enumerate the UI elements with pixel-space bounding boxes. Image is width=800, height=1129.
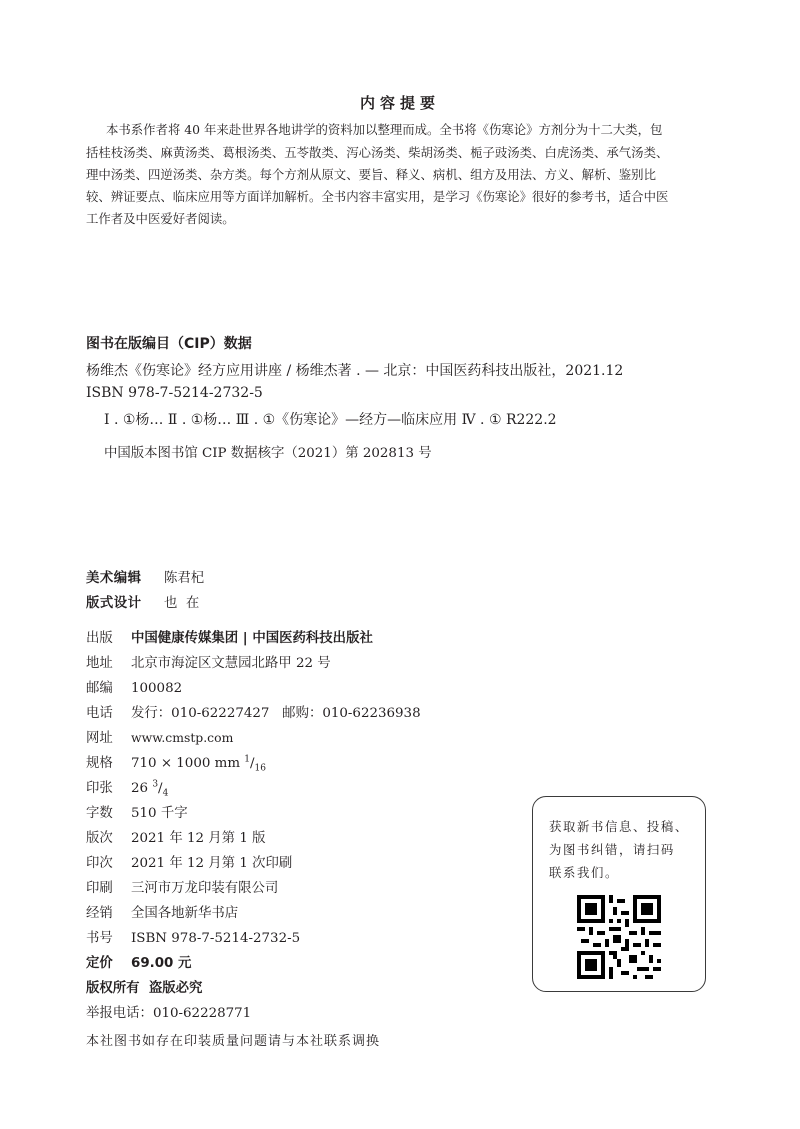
printer-value: 三河市万龙印装有限公司 xyxy=(131,881,279,896)
printer-label: 印刷 xyxy=(86,881,113,896)
postcode-value: 100082 xyxy=(131,681,183,696)
format-value: 710 × 1000 mm xyxy=(131,756,241,771)
postcode-row xyxy=(86,677,182,696)
printer-row xyxy=(86,877,278,896)
address-row xyxy=(86,652,331,671)
sheets-fraction-denominator: 4 xyxy=(162,788,169,799)
qr-text-line: 联系我们。 xyxy=(549,865,619,880)
qr-text-line: 为图书纠错，请扫码 xyxy=(549,842,675,857)
cip-title-line: 杨维杰《伤寒论》经方应用讲座 / 杨维杰著 . — 北京：中国医药科技出版社，2021.12 xyxy=(86,363,624,379)
summary-line: 括桂枝汤类、麻黄汤类、葛根汤类、五苓散类、泻心汤类、柴胡汤类、栀子豉汤类、白虎汤类、承气汤类、 xyxy=(86,145,669,160)
distributor-value: 全国各地新华书店 xyxy=(131,906,239,921)
cip-heading: 图书在版编目（CIP）数据 xyxy=(86,336,252,352)
book-number-row xyxy=(86,927,300,946)
address-value: 北京市海淀区文慧园北路甲 22 号 xyxy=(131,656,331,671)
website-value: www.cmstp.com xyxy=(131,730,234,745)
qr-text-line: 获取新书信息、投稿、 xyxy=(549,819,689,834)
art-editor-label: 美术编辑 xyxy=(86,571,142,586)
layout-design-row xyxy=(86,592,199,611)
copyright-notice: 版权所有 盗版必究 xyxy=(86,981,203,996)
sheets-fraction-numerator: 3 xyxy=(152,779,159,790)
format-fraction-numerator: 1 xyxy=(244,754,251,765)
publisher-row xyxy=(86,627,373,646)
qr-code-icon[interactable] xyxy=(577,895,661,979)
format-fraction-denominator: 16 xyxy=(254,763,266,774)
sheets-label: 印张 xyxy=(86,781,113,796)
sheets-row: 印张 26 $^3/_4$ xyxy=(86,777,168,799)
format-label: 规格 xyxy=(86,756,113,771)
summary-title: 内容提要 xyxy=(359,94,440,112)
website-row xyxy=(86,727,233,746)
word-count-label: 字数 xyxy=(86,806,113,821)
footer-note: 本社图书如存在印装质量问题请与本社联系调换 xyxy=(86,1034,381,1049)
report-phone: 举报电话：010-62228771 xyxy=(86,1006,252,1021)
summary-line: 理中汤类、四逆汤类、杂方类。每个方剂从原文、要旨、释义、病机、组方及用法、方义、解析、鉴别比 xyxy=(86,167,656,182)
address-label: 地址 xyxy=(86,656,113,671)
book-number-label: 书号 xyxy=(86,931,113,946)
edition-label: 版次 xyxy=(86,831,113,846)
printing-label: 印次 xyxy=(86,856,113,871)
price-row xyxy=(86,952,191,971)
word-count-value: 510 千字 xyxy=(131,806,188,821)
summary-line: 较、辨证要点、临床应用等方面详加解析。全书内容丰富实用，是学习《伤寒论》很好的参考书，适合中医 xyxy=(86,189,669,204)
printing-value: 2021 年 12 月第 1 次印刷 xyxy=(131,856,293,871)
postcode-label: 邮编 xyxy=(86,681,113,696)
edition-value: 2021 年 12 月第 1 版 xyxy=(131,831,266,846)
distributor-row xyxy=(86,902,238,921)
website-label: 网址 xyxy=(86,731,113,746)
publisher-label: 出版 xyxy=(86,631,113,646)
qr-contact-box xyxy=(532,796,706,992)
cip-isbn-line: ISBN 978-7-5214-2732-5 xyxy=(86,385,263,401)
publisher-value: 中国健康传媒集团 | 中国医药科技出版社 xyxy=(131,631,373,646)
distributor-label: 经销 xyxy=(86,906,113,921)
price-value: 69.00 元 xyxy=(131,956,192,971)
summary-line: 本书系作者将 40 年来赴世界各地讲学的资料加以整理而成。全书将《伤寒论》方剂分为十二大类，包 xyxy=(106,122,663,137)
phone-value: 发行：010-62227427 邮购：010-62236938 xyxy=(131,706,421,721)
sheets-value: 26 xyxy=(131,781,149,796)
layout-design-label: 版式设计 xyxy=(86,596,142,611)
price-label: 定价 xyxy=(86,956,113,971)
phone-row xyxy=(86,702,421,721)
edition-row xyxy=(86,827,265,846)
art-editor-row xyxy=(86,567,204,586)
book-number-value: ISBN 978-7-5214-2732-5 xyxy=(131,931,301,946)
cip-record-line: 中国版本图书馆 CIP 数据核字（2021）第 202813 号 xyxy=(104,446,432,461)
summary-line: 工作者及中医爱好者阅读。 xyxy=(86,211,235,226)
format-row: 规格 710 × 1000 mm $^1/_{16}$ xyxy=(86,752,266,774)
phone-label: 电话 xyxy=(86,706,113,721)
art-editor-value: 陈君杞 xyxy=(164,571,205,586)
cip-classification-line: Ⅰ . ①杨… Ⅱ . ①杨… Ⅲ . ①《伤寒论》—经方—临床应用 Ⅳ . ① R222.2 xyxy=(104,412,557,428)
printing-row xyxy=(86,852,292,871)
layout-design-value: 也 在 xyxy=(164,596,200,611)
word-count-row xyxy=(86,802,188,821)
